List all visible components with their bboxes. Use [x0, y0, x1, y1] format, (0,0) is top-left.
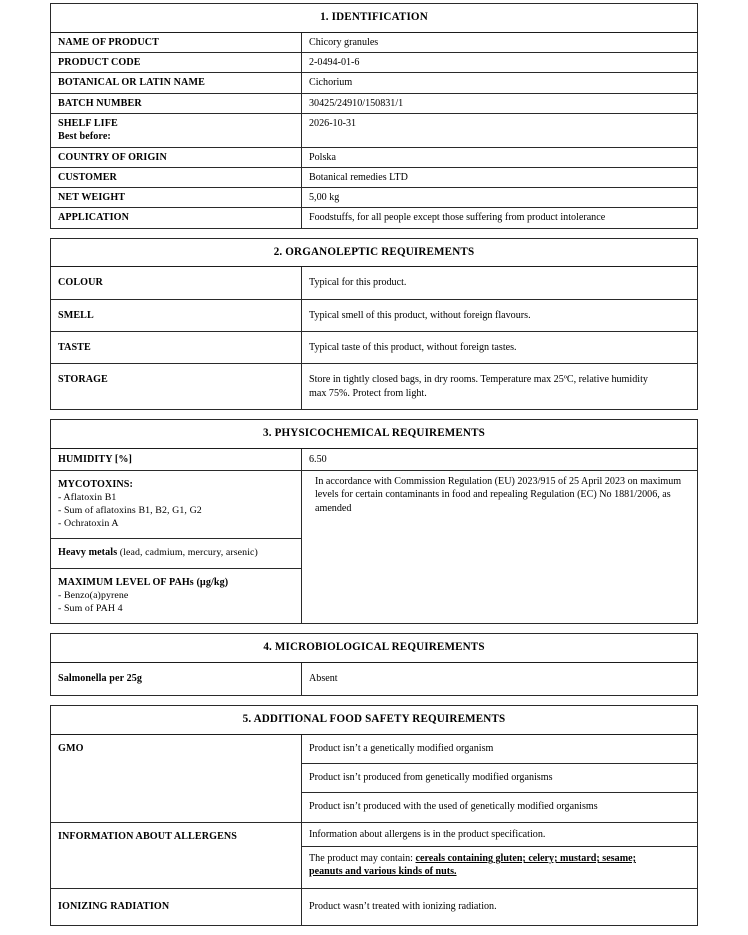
- shelf-life-label-main: SHELF LIFE: [58, 117, 118, 129]
- row-value-shelf-life: 2026-10-31: [302, 113, 698, 147]
- section-1-heading: 1. IDENTIFICATION: [51, 4, 698, 33]
- row-label-heavy-metals: [51, 539, 302, 568]
- table-row: [51, 73, 698, 93]
- row-label-smell: SMELL: [51, 299, 302, 331]
- row-value-botanical-name: Cichorium: [302, 73, 698, 93]
- row-label-taste: TASTE: [51, 332, 302, 364]
- table-row: [51, 364, 698, 410]
- row-value-gmo-3: Product isn’t produced with the used of genetically modified organisms: [302, 793, 698, 822]
- table-row: [51, 52, 698, 72]
- table-row: [51, 662, 698, 695]
- row-label-botanical-name: BOTANICAL OR LATIN NAME: [51, 73, 302, 93]
- section-physicochemical-table: [50, 419, 698, 624]
- row-label-name-of-product: NAME OF PRODUCT: [51, 32, 302, 52]
- row-value-customer: Botanical remedies LTD: [302, 167, 698, 187]
- table-row: [51, 32, 698, 52]
- table-row: [51, 147, 698, 167]
- section-organoleptic-table: [50, 238, 698, 410]
- row-value-country-of-origin: Polska: [302, 147, 698, 167]
- table-row: [51, 267, 698, 299]
- row-label-country-of-origin: COUNTRY OF ORIGIN: [51, 147, 302, 167]
- table-row: [51, 188, 698, 208]
- row-value-colour: Typical for this product.: [302, 267, 698, 299]
- table-row: [51, 448, 698, 470]
- row-value-gmo-2: Product isn’t produced from genetically modified organisms: [302, 764, 698, 793]
- row-label-humidity: HUMIDITY [%]: [51, 448, 302, 470]
- row-label-mycotoxins: [51, 470, 302, 539]
- row-label-net-weight: NET WEIGHT: [51, 188, 302, 208]
- heavy-metals-detail: (lead, cadmium, mercury, arsenic): [117, 547, 258, 559]
- table-row: [51, 822, 698, 846]
- row-label-colour: COLOUR: [51, 267, 302, 299]
- row-value-name-of-product: Chicory granules: [302, 32, 698, 52]
- row-label-application: APPLICATION: [51, 208, 302, 228]
- shelf-life-label-sub: Best before:: [58, 131, 111, 143]
- row-value-allergens-may-contain: [302, 847, 698, 889]
- allergens-prefix-text: The product may contain:: [309, 853, 416, 865]
- row-label-allergens: INFORMATION ABOUT ALLERGENS: [51, 822, 302, 888]
- section-additional-food-safety-table: [50, 705, 698, 926]
- table-row: [51, 332, 698, 364]
- row-value-storage: Store in tightly closed bags, in dry rooms. Temperature max 25ºC, relative humidity max 75%. Protect from light.: [302, 364, 698, 410]
- pah-item-2: - Sum of PAH 4: [58, 603, 123, 615]
- table-row: [51, 888, 698, 925]
- mycotoxins-item-1: - Aflatoxin B1: [58, 492, 117, 504]
- row-value-application: Foodstuffs, for all people except those suffering from product intolerance: [302, 208, 698, 228]
- mycotoxins-item-2: - Sum of aflatoxins B1, B2, G1, G2: [58, 505, 202, 517]
- mycotoxins-label: MYCOTOXINS:: [58, 478, 133, 490]
- pah-label: MAXIMUM LEVEL OF PAHs (µg/kg): [58, 576, 229, 588]
- row-value-allergens-info: Information about allergens is in the product specification.: [302, 822, 698, 846]
- row-label-pah: [51, 568, 302, 623]
- row-value-smell: Typical smell of this product, without foreign flavours.: [302, 299, 698, 331]
- document-body: [50, 3, 698, 935]
- row-label-customer: CUSTOMER: [51, 167, 302, 187]
- row-value-batch-number: 30425/24910/150831/1: [302, 93, 698, 113]
- section-1-header-row: [51, 4, 698, 33]
- row-label-batch-number: BATCH NUMBER: [51, 93, 302, 113]
- row-value-humidity: 6.50: [302, 448, 698, 470]
- row-value-product-code: 2-0494-01-6: [302, 52, 698, 72]
- row-label-gmo: GMO: [51, 734, 302, 822]
- mycotoxins-item-3: - Ochratoxin A: [58, 518, 119, 530]
- section-2-header-row: [51, 238, 698, 267]
- pah-item-1: - Benzo(a)pyrene: [58, 590, 129, 602]
- row-label-shelf-life: [51, 113, 302, 147]
- table-row: [51, 208, 698, 228]
- heavy-metals-label: Heavy metals: [58, 547, 118, 559]
- row-value-net-weight: 5,00 kg: [302, 188, 698, 208]
- row-label-storage: STORAGE: [51, 364, 302, 410]
- section-2-heading: 2. ORGANOLEPTIC REQUIREMENTS: [51, 238, 698, 267]
- table-row: [51, 734, 698, 763]
- section-3-header-row: [51, 419, 698, 448]
- table-row: [51, 299, 698, 331]
- row-value-taste: Typical taste of this product, without foreign tastes.: [302, 332, 698, 364]
- row-value-gmo-1: Product isn’t a genetically modified organism: [302, 734, 698, 763]
- row-value-ionizing-radiation: Product wasn’t treated with ionizing radiation.: [302, 888, 698, 925]
- row-label-product-code: PRODUCT CODE: [51, 52, 302, 72]
- row-value-contaminants-regulation: In accordance with Commission Regulation (EU) 2023/915 of 25 April 2023 on maximum levels for certain contaminants in food and repealing Regulation (EC) No 1881/2006, as amended: [302, 470, 698, 623]
- table-row: [51, 93, 698, 113]
- section-5-heading: 5. ADDITIONAL FOOD SAFETY REQUIREMENTS: [51, 706, 698, 735]
- row-label-salmonella: Salmonella per 25g: [51, 662, 302, 695]
- section-microbiological-table: [50, 633, 698, 696]
- section-identification-table: [50, 3, 698, 229]
- allergens-list-text: cereals containing gluten; celery; mustard; sesame; peanuts and various kinds of nuts.: [309, 853, 636, 878]
- table-row: [51, 470, 698, 539]
- section-4-header-row: [51, 634, 698, 663]
- table-row: [51, 167, 698, 187]
- row-value-salmonella: Absent: [302, 662, 698, 695]
- section-4-heading: 4. MICROBIOLOGICAL REQUIREMENTS: [51, 634, 698, 663]
- table-row: [51, 113, 698, 147]
- section-5-header-row: [51, 706, 698, 735]
- row-label-ionizing-radiation: IONIZING RADIATION: [51, 888, 302, 925]
- section-3-heading: 3. PHYSICOCHEMICAL REQUIREMENTS: [51, 419, 698, 448]
